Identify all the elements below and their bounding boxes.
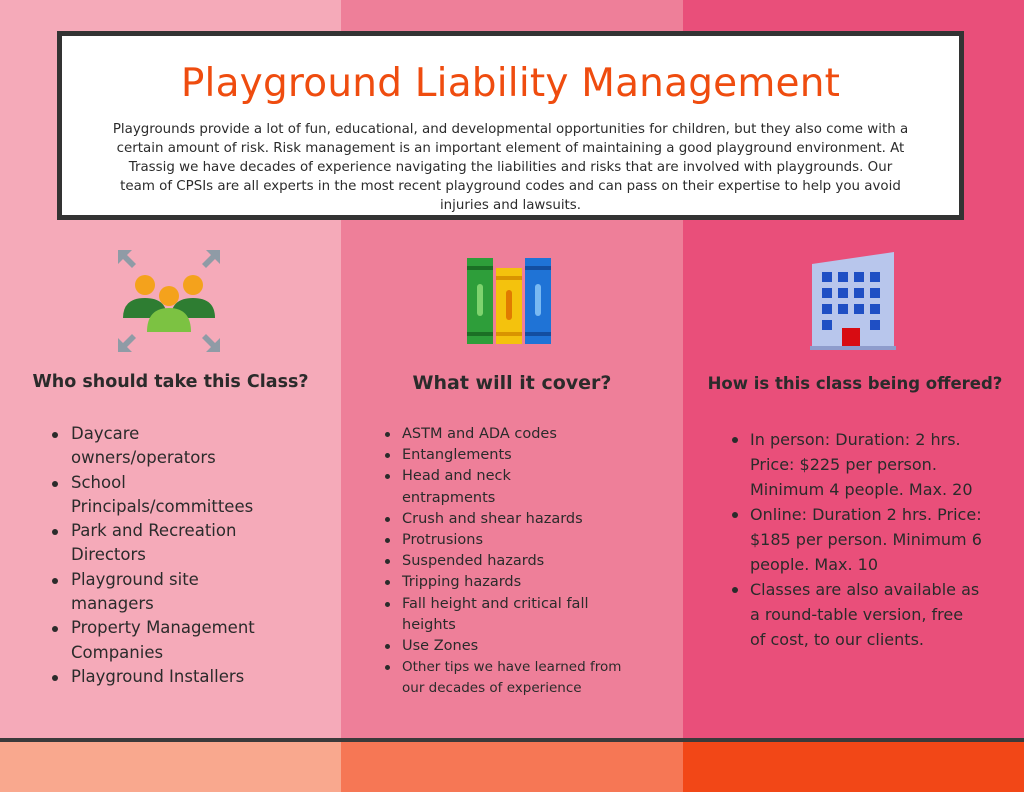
people-group-icon: [114, 248, 224, 356]
footer-band-right: [683, 738, 1024, 792]
list-item: Other tips we have learned from our decades of experience: [402, 657, 622, 699]
list-item: Entanglements: [402, 445, 662, 466]
list-item: Playground Installers: [71, 665, 301, 689]
list-item: Crush and shear hazards: [402, 509, 662, 530]
offering-list: [750, 427, 1010, 652]
header-box: [57, 31, 964, 220]
books-icon: [464, 256, 554, 346]
list-item: Use Zones: [402, 636, 662, 657]
building-icon: [808, 250, 898, 350]
list-item: Online: Duration 2 hrs. Price: $185 per person. Minimum 6 people. Max. 10: [750, 502, 985, 577]
heading-who-should-take: Who should take this Class?: [32, 372, 309, 392]
list-item: Protrusions: [402, 530, 662, 551]
list-item: Head and neck entrapments: [402, 466, 552, 508]
topics-list: [402, 424, 662, 699]
footer-band-left: [0, 738, 341, 792]
list-item: Classes are also available as a round-table version, free of cost, to our clients.: [750, 577, 982, 652]
list-item: Daycare owners/operators: [71, 422, 251, 471]
list-item: Playground site managers: [71, 568, 231, 617]
intro-paragraph: Playgrounds provide a lot of fun, educational, and developmental opportunities for children, but they also come with a certain amount of risk. Risk management is an important element of maintaining a good playground environment. At Trassig we have decades of experience navigating the liabilities and risks that are involved with playgrounds. Our team of CPSIs are all experts in the most recent playground codes and can pass on their expertise to help you avoid injuries and lawsuits.: [112, 122, 909, 213]
list-item: In person: Duration: 2 hrs. Price: $225 per person. Minimum 4 people. Max. 20: [750, 427, 975, 502]
list-item: School Principals/committees: [71, 471, 271, 520]
list-item: Park and Recreation Directors: [71, 519, 261, 568]
list-item: Tripping hazards: [402, 572, 662, 593]
page-title: Playground Liability Management: [180, 61, 841, 106]
list-item: ASTM and ADA codes: [402, 424, 662, 445]
list-item: Fall height and critical fall heights: [402, 594, 617, 636]
footer-divider: [0, 738, 1024, 742]
heading-what-will-it-cover: What will it cover?: [412, 372, 612, 394]
footer-band-middle: [341, 738, 683, 792]
audience-list: [71, 422, 331, 689]
list-item: Suspended hazards: [402, 551, 662, 572]
list-item: Property Management Companies: [71, 616, 281, 665]
heading-how-offered: How is this class being offered?: [707, 374, 1003, 393]
